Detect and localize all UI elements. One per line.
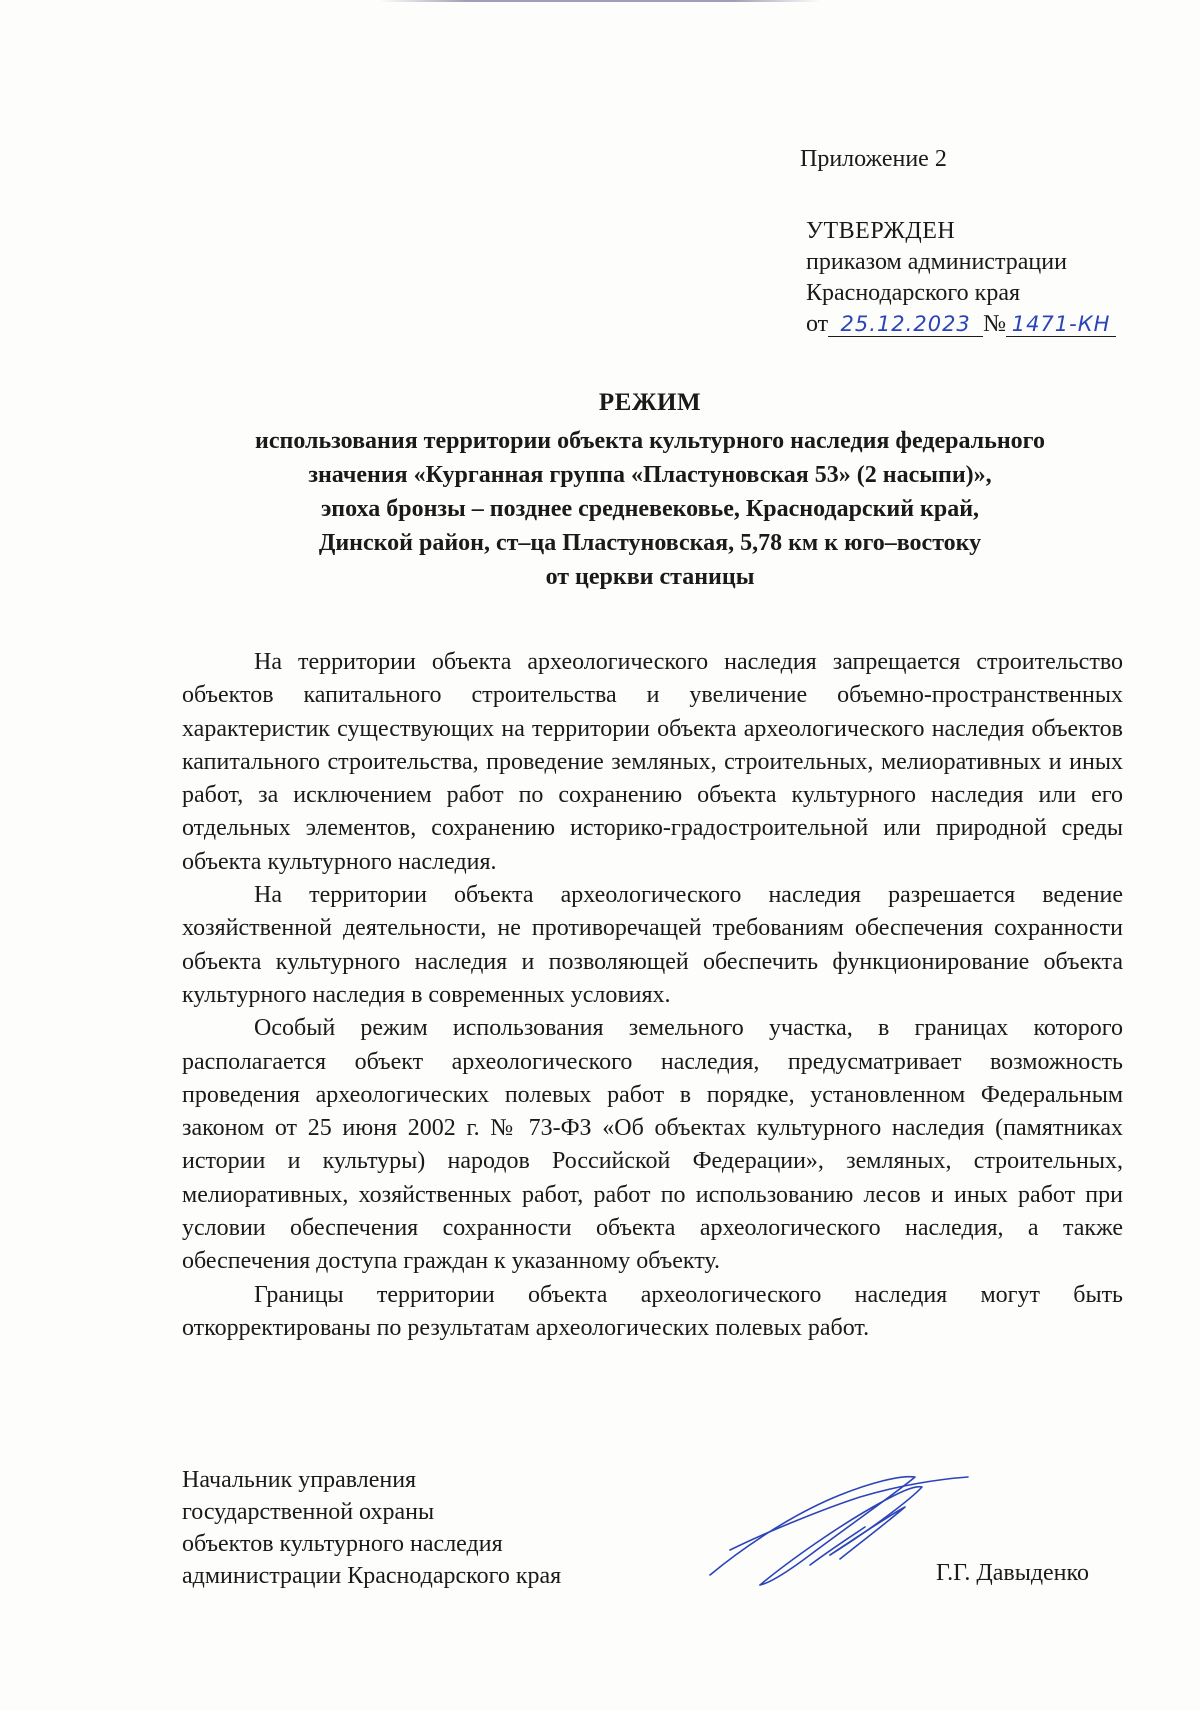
number-prefix: № [983, 311, 1007, 337]
title-line-2: значения «Курганная группа «Пластуновская 53» (2 насыпи)», [308, 462, 992, 488]
approved-by-line-1: приказом администрации [806, 249, 1067, 275]
title-line-1: использования территории объекта культурного наследия федерального [255, 428, 1045, 454]
position-line-4: администрации Краснодарского края [182, 1563, 562, 1589]
handwritten-date: 25.12.2023 [840, 312, 971, 336]
title-line-3: эпоха бронзы – позднее средневековье, Краснодарский край, [320, 496, 980, 522]
approved-label: УТВЕРЖДЕН [806, 218, 956, 244]
approved-by-line-2: Краснодарского края [806, 280, 1021, 306]
order-date-number-line [806, 309, 1116, 340]
position-line-3: объектов культурного наследия [182, 1531, 503, 1557]
paragraph-boundaries: Границы территории объекта археологического наследия могут быть откорректированы по результатам археологических полевых работ. [182, 1281, 1123, 1341]
appendix-label: Приложение 2 [800, 146, 947, 172]
date-prefix: от [806, 311, 829, 337]
approval-block [806, 216, 1116, 340]
signatory-position [182, 1464, 561, 1592]
handwritten-number: 1471-КН [1011, 312, 1111, 336]
paragraph-special-regime: Особый режим использования земельного участка, в границах которого располагается объект археологического наследия, предусматривает возможность проведения археологических полевых работ в порядке, установленном Федеральным законом от 25 июня 2002 г. № 73-ФЗ «Об объектах культурного наследия (памятниках истории и культуры) народов Российской Федерации», земляных, строительных, мелиоративных, хозяйственных работ, работ по использованию лесов и иных работ при условии обеспечения сохранности объекта археологического наследия, а также обеспечения доступа граждан к указанному объекту. [182, 1015, 1123, 1275]
title-line-5: от церкви станицы [545, 564, 755, 590]
paragraph-permitted: На территории объекта археологического наследия разрешается ведение хозяйственной деятельности, не противоречащей требованиям обеспечения сохранности объекта культурного наследия и позволяющей обеспечить функционирование объекта культурного наследия в современных условиях. [182, 882, 1123, 1008]
scan-edge-line [380, 0, 820, 2]
document-body [182, 646, 1123, 1345]
paragraph-prohibited: На территории объекта археологического наследия запрещается строительство объектов капитального строительства и увеличение объемно-пространственных характеристик существующих на территории объекта археологического наследия объектов капитального строительства, проведение земляных, строительных, мелиоративных и иных работ, за исключением работ по сохранению объекта культурного наследия или его отдельных элементов, сохранению историко-градостроительной или природной среды объекта культурного наследия. [182, 649, 1123, 875]
position-line-2: государственной охраны [182, 1499, 435, 1525]
title-main: РЕЖИМ [598, 389, 702, 416]
document-title [170, 386, 1130, 594]
title-line-4: Динской район, ст–ца Пластуновская, 5,78 км к юго–востоку [318, 530, 982, 556]
signatory-name: Г.Г. Давыденко [936, 1560, 1089, 1586]
position-line-1: Начальник управления [182, 1467, 417, 1493]
